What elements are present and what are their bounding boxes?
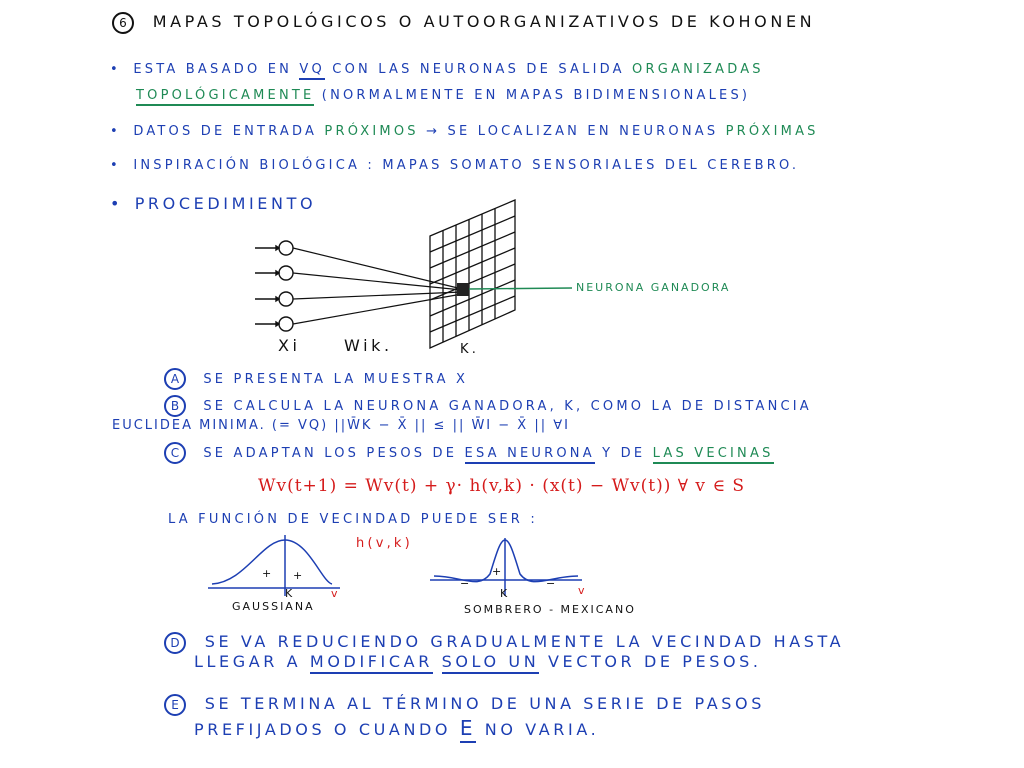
input-neurons — [255, 241, 293, 331]
step-d-text: VECTOR DE PESOS. — [547, 652, 762, 671]
step-c-text: Y DE — [602, 446, 646, 461]
step-e-text: SE TERMINA AL TÉRMINO DE UNA SERIE DE PASOS — [204, 694, 765, 713]
bullet-text: DATOS DE ENTRADA — [133, 124, 318, 139]
section-number: 6 — [112, 12, 134, 34]
step-c-neighbors: LAS VECINAS — [653, 446, 774, 464]
sombrero-k: K — [500, 587, 510, 600]
bullet-text: PROCEDIMIENTO — [134, 194, 317, 213]
neighborhood-function-text: LA FUNCIÓN DE VECINDAD PUEDE SER : — [168, 512, 538, 527]
bullet-text: CON LAS NEURONAS DE SALIDA — [332, 62, 625, 77]
sombrero-minus-left: − — [460, 577, 472, 590]
bullet-text: INSPIRACIÓN BIOLÓGICA : MAPAS SOMATO SENSORIALES DEL CEREBRO. — [133, 158, 800, 173]
gauss-plus-right: + — [293, 569, 305, 582]
bullet-vq-term: VQ — [299, 62, 325, 80]
sombrero-v: v — [578, 584, 587, 597]
label-winner-neuron: NEURONA GANADORA — [576, 281, 731, 294]
label-wik: Wik. — [344, 336, 393, 355]
step-e-line2 — [194, 716, 600, 740]
sombrero-minus-right: − — [546, 577, 558, 590]
sombrero-label: SOMBRERO - MEXICANO — [464, 603, 636, 616]
step-e-text: PREFIJADOS O CUANDO — [194, 720, 452, 739]
step-d-text: SE VA REDUCIENDO GRADUALMENTE LA VECINDAD HASTA — [204, 632, 845, 651]
step-d-modify: MODIFICAR — [310, 652, 433, 674]
step-d — [164, 632, 844, 654]
gauss-v: v — [331, 587, 340, 600]
step-e-marker: E — [164, 694, 186, 716]
step-c-text: SE ADAPTAN LOS PESOS DE — [203, 446, 458, 461]
gauss-label: GAUSSIANA — [232, 600, 315, 613]
step-b-line2: EUCLIDEA MINIMA. (= VQ) ||W̄K − X̄ || ≤ || W̄I − X̄ || ∀I — [112, 418, 570, 433]
step-a-marker: A — [164, 368, 186, 390]
bullet-green-term: PRÓXIMOS — [324, 124, 419, 139]
label-xi: Xi — [278, 336, 301, 355]
bullet-dot: • — [110, 194, 120, 213]
step-b — [164, 395, 812, 417]
step-c-this-neuron: ESA NEURONA — [465, 446, 595, 464]
step-d-marker: D — [164, 632, 186, 654]
bullet-green-term: PRÓXIMAS — [725, 124, 819, 139]
gauss-plus-left: + — [262, 567, 274, 580]
winner-neuron-cell — [457, 283, 469, 296]
step-e-error: E — [460, 716, 476, 743]
neighborhood-function-h: h(v,k) — [356, 536, 413, 551]
gauss-k: K — [285, 587, 295, 600]
step-e — [164, 694, 765, 716]
bullet-text: ESTA BASADO EN — [133, 62, 293, 77]
winner-pointer — [469, 288, 572, 289]
title-text: MAPAS TOPOLÓGICOS O AUTOORGANIZATIVOS DE KOHONEN — [152, 12, 816, 31]
step-d-only-one: SOLO UN — [442, 652, 540, 674]
bullet-green-term: TOPOLÓGICAMENTE — [136, 88, 314, 106]
sombrero-plus: + — [492, 565, 504, 578]
update-equation: Wv(t+1) = Wv(t) + γ· h(v,k) · (x(t) − Wv(t)) ∀ v ∈ S — [258, 476, 746, 496]
step-d-text: LLEGAR A — [194, 652, 302, 671]
step-b-marker: B — [164, 395, 186, 417]
step-b-text: SE CALCULA LA NEURONA GANADORA, K, COMO LA DE DISTANCIA — [203, 399, 812, 414]
step-c-marker: C — [164, 442, 186, 464]
label-k: K. — [460, 342, 480, 357]
bullet-text: (NORMALMENTE EN MAPAS BIDIMENSIONALES) — [321, 88, 751, 103]
bullet-text: → SE LOCALIZAN EN NEURONAS — [426, 124, 719, 139]
step-d-line2 — [194, 654, 762, 670]
bullet-green-term: ORGANIZADAS — [632, 62, 764, 77]
bullet-dot: • — [110, 124, 118, 139]
bullet-dot: • — [110, 158, 118, 173]
step-a-text: SE PRESENTA LA MUESTRA X — [203, 372, 469, 387]
step-c — [164, 442, 774, 464]
step-a — [164, 368, 468, 390]
step-e-text: NO VARIA. — [484, 720, 600, 739]
output-grid — [430, 200, 515, 348]
bullet-dot: • — [110, 62, 118, 77]
